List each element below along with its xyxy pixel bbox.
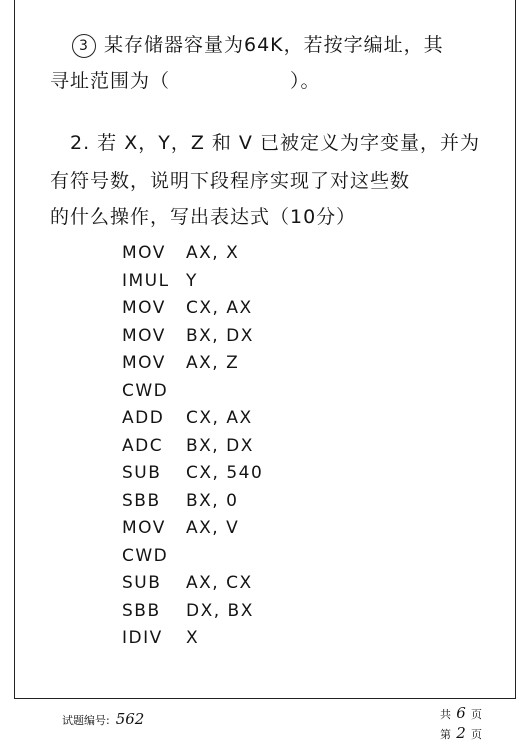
page-counter bbox=[440, 704, 482, 744]
code-operands: BX, DX bbox=[186, 325, 254, 346]
code-opcode: MOV bbox=[122, 243, 166, 263]
question-3-number: 3 bbox=[72, 34, 96, 58]
code-operands: BX, DX bbox=[186, 435, 254, 456]
code-line bbox=[122, 405, 263, 433]
code-opcode: ADD bbox=[122, 408, 165, 428]
code-line bbox=[122, 488, 263, 516]
code-line bbox=[122, 570, 263, 598]
code-opcode: MOV bbox=[122, 518, 166, 538]
code-opcode: IDIV bbox=[122, 628, 163, 648]
current-page-row bbox=[440, 724, 482, 744]
total-pages-number: 6 bbox=[456, 704, 466, 722]
code-operands: CX, 540 bbox=[186, 463, 264, 483]
current-prefix: 第 bbox=[440, 728, 451, 741]
current-suffix: 页 bbox=[471, 728, 482, 741]
code-opcode: SBB bbox=[122, 490, 161, 511]
code-opcode: SUB bbox=[122, 463, 162, 483]
paper-id-number: 562 bbox=[115, 710, 145, 728]
code-opcode: MOV bbox=[122, 353, 166, 373]
code-line bbox=[122, 515, 263, 543]
code-line bbox=[122, 378, 263, 406]
code-opcode: CWD bbox=[122, 545, 169, 566]
code-line bbox=[122, 625, 263, 653]
code-opcode: ADC bbox=[122, 435, 164, 456]
code-line bbox=[122, 323, 263, 351]
code-operands: Y bbox=[186, 270, 198, 291]
code-opcode: MOV bbox=[122, 298, 166, 318]
code-line bbox=[122, 268, 263, 296]
code-operands: AX, V bbox=[186, 518, 240, 538]
page-frame bbox=[14, 0, 516, 699]
code-operands: DX, BX bbox=[186, 600, 254, 621]
code-opcode: IMUL bbox=[122, 270, 170, 291]
code-operands: CX, AX bbox=[186, 298, 253, 318]
question-2-line-2: 有符号数，说明下段程序实现了对这些数 bbox=[50, 170, 411, 192]
code-operands: AX, X bbox=[186, 243, 240, 263]
question-3-line-1 bbox=[72, 30, 444, 58]
code-line bbox=[122, 543, 263, 571]
code-operands: AX, CX bbox=[186, 573, 253, 593]
current-page-number: 2 bbox=[456, 724, 466, 742]
paper-id-label: 试题编号: bbox=[62, 714, 110, 727]
code-operands: BX, 0 bbox=[186, 490, 239, 511]
code-opcode: SUB bbox=[122, 573, 162, 593]
code-line bbox=[122, 460, 263, 488]
paper-id bbox=[62, 710, 144, 728]
total-prefix: 共 bbox=[440, 708, 451, 721]
code-line bbox=[122, 240, 263, 268]
code-opcode: SBB bbox=[122, 600, 161, 621]
code-line bbox=[122, 295, 263, 323]
total-pages-row bbox=[440, 704, 482, 724]
code-operands: X bbox=[186, 628, 200, 648]
question-2-line-3: 的什么操作，写出表达式（10分） bbox=[50, 206, 357, 228]
code-line bbox=[122, 433, 263, 461]
question-2-line-1: 2. 若 X，Y，Z 和 V 已被定义为字变量，并为 bbox=[70, 132, 480, 154]
code-opcode: CWD bbox=[122, 380, 169, 401]
code-opcode: MOV bbox=[122, 325, 166, 346]
assembly-code-listing bbox=[122, 240, 263, 653]
question-3-text-1: 某存储器容量为64K，若按字编址，其 bbox=[104, 34, 444, 56]
question-3-line-2: 寻址范围为（ ）。 bbox=[50, 70, 321, 92]
code-line bbox=[122, 598, 263, 626]
code-line bbox=[122, 350, 263, 378]
code-operands: CX, AX bbox=[186, 408, 253, 428]
total-suffix: 页 bbox=[471, 708, 482, 721]
code-operands: AX, Z bbox=[186, 353, 240, 373]
